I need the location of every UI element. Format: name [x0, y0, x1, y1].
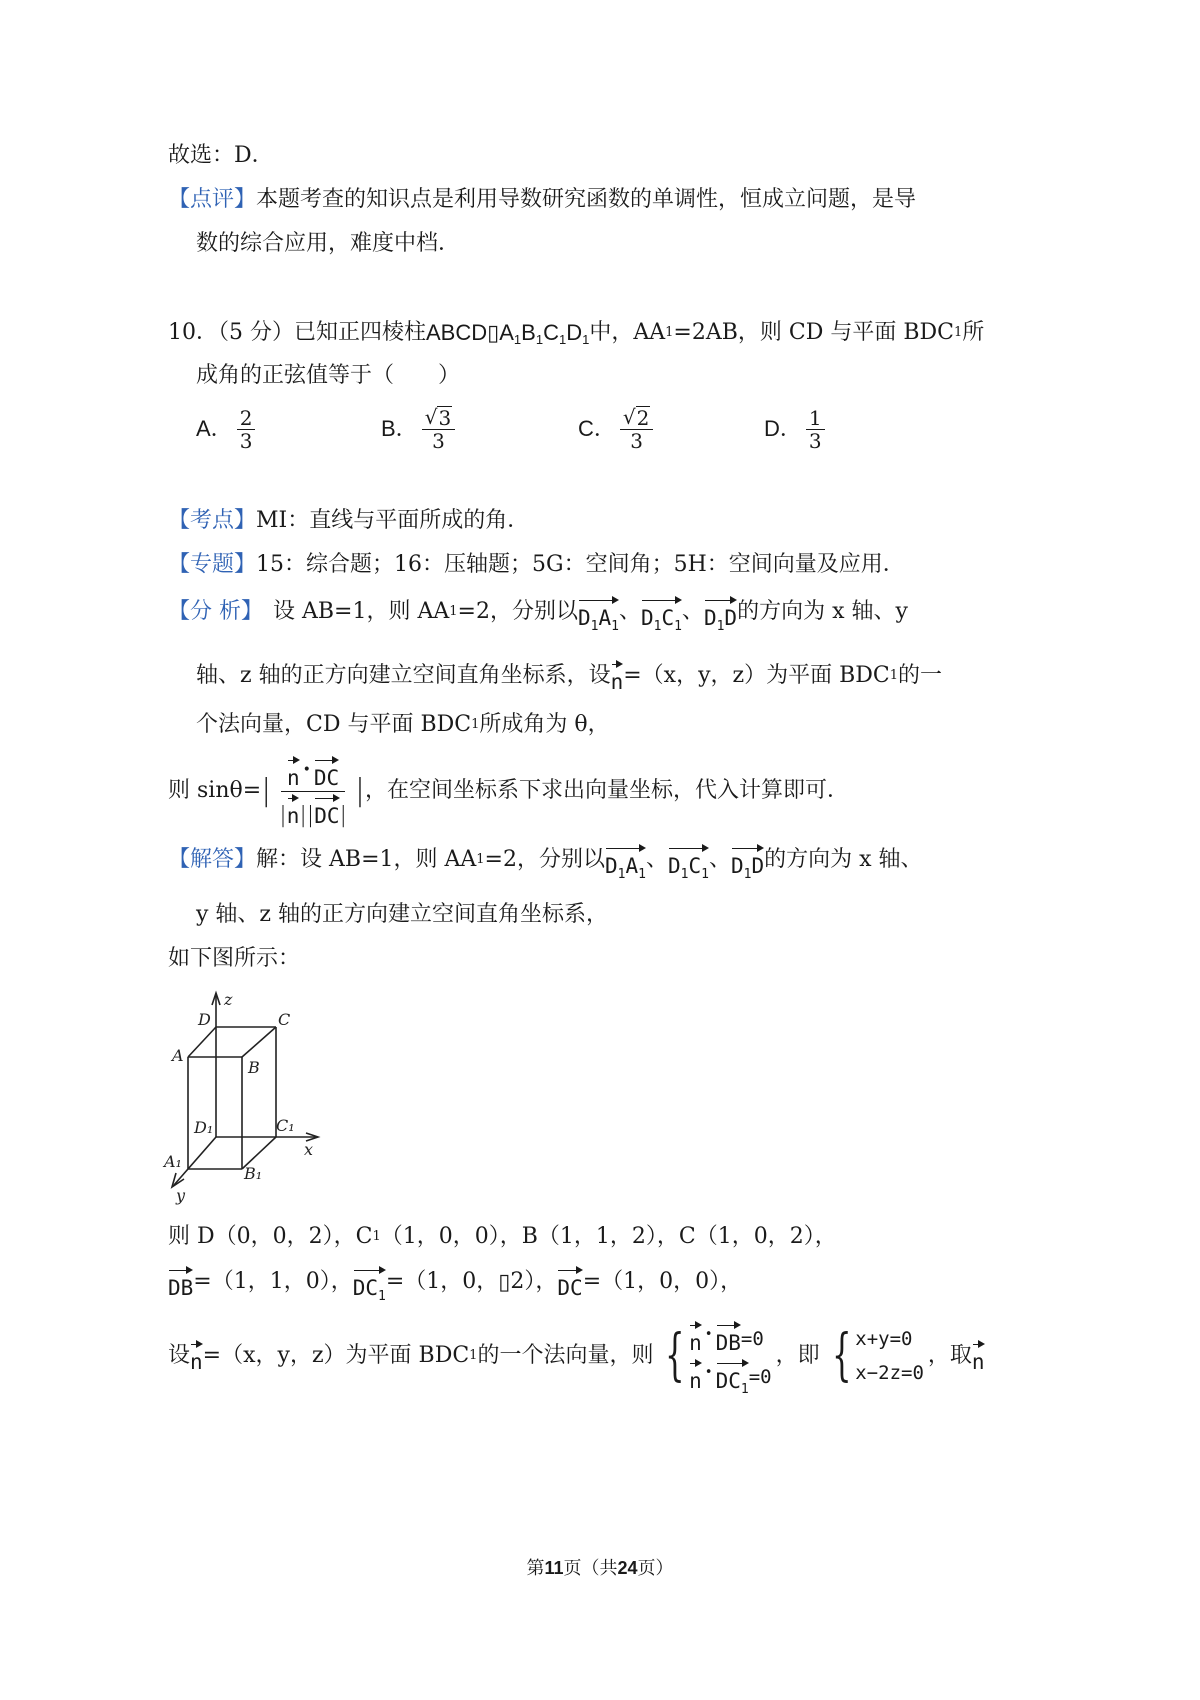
option-b-label: B． — [381, 416, 418, 441]
label-c: C — [278, 1010, 291, 1029]
label-a1: A₁ — [164, 1152, 182, 1171]
vector-d1d: $D_1D$ — [704, 596, 737, 629]
fenxi-line-2: 轴、z 轴的正方向建立空间直角坐标系，设 n =（x，y，z）为平面 BDC 1 的一 — [196, 656, 942, 696]
equation-system-1: { n • DB =0 n • $DC_1$ =0 — [665, 1323, 772, 1397]
missing-glyph: ▯ — [487, 320, 500, 345]
vector-values-line — [168, 1262, 742, 1302]
vector-dc1-value: =（1，0， — [385, 1269, 499, 1294]
equation-system-2: { x+y=0 x−2z=0 — [831, 1323, 924, 1388]
review-line-1 — [168, 185, 916, 215]
jieda-text-1c: 的方向为 x 轴、 — [764, 847, 923, 872]
fenxi-text-4a: 则 sinθ= — [168, 778, 262, 803]
vector-n: n — [611, 660, 624, 693]
label-b: B — [248, 1058, 260, 1077]
fenxi-text-2b: =（x，y，z）为平面 BDC — [623, 663, 890, 688]
last-text-d: ，即 — [775, 1343, 820, 1368]
question-prefix: 10．（5 分）已知正四棱柱 — [168, 320, 426, 345]
last-text-a: 设 — [168, 1343, 191, 1368]
prism-figure — [160, 985, 330, 1205]
fenxi-tag: 【分 析】 — [168, 599, 263, 624]
vector-dc1-value-end: 2）， — [510, 1269, 558, 1294]
vector-d1a1-b: $D_1A_1$ — [605, 844, 646, 877]
vector-db-value: =（1，1，0）， — [193, 1269, 353, 1294]
question-line-1: 10．（5 分）已知正四棱柱 ABCD ▯ $A_1B_1C_1D_1$ 中，AA 1 =2AB，则 CD 与平面 BDC 1 所 — [168, 320, 985, 347]
vector-d1c1: $D_1C_1$ — [641, 596, 682, 629]
zhuanti-line — [168, 550, 905, 580]
option-d-fraction: $\frac{1}{3}$ — [806, 407, 825, 452]
review-tag: 【点评】 — [168, 187, 257, 212]
fenxi-line-3: 个法向量，CD 与平面 BDC 1 所成角为 θ， — [196, 710, 610, 740]
label-z: z — [224, 990, 233, 1009]
jieda-text-2: y 轴、z 轴的正方向建立空间直角坐标系， — [196, 902, 609, 927]
coords-text-b: （1，0，0），B（1，1，2），C（1，0，2）， — [380, 1224, 837, 1249]
missing-glyph-2: ▯ — [498, 1269, 511, 1294]
option-a — [196, 404, 259, 454]
vector-d1c1-b: $D_1C_1$ — [668, 844, 709, 877]
sin-formula-fraction: n • DC | n | | DC | — [273, 755, 353, 827]
last-text-c: 的一个法向量，则 — [477, 1343, 654, 1368]
vector-db: DB — [168, 1266, 193, 1299]
vector-d1d-b: $D_1D$ — [731, 844, 764, 877]
kaodian-line — [168, 506, 529, 536]
option-a-label: A． — [196, 416, 233, 441]
coords-text-a: 则 D（0，0，2），C — [168, 1224, 373, 1249]
vector-dc: DC — [557, 1266, 582, 1299]
fenxi-text-1c: 的方向为 x 轴、y — [737, 599, 908, 624]
label-c1: C₁ — [276, 1116, 295, 1135]
prism-name-b: $A_1B_1C_1D_1$ — [499, 320, 590, 347]
jieda-tag: 【解答】 — [168, 847, 257, 872]
option-c-fraction: √ 2 3 — [620, 406, 653, 452]
fenxi-text-2c: 的一 — [898, 663, 943, 688]
label-b1: B₁ — [244, 1164, 263, 1183]
option-b-fraction: √ 3 3 — [422, 406, 455, 452]
vector-dc1: $DC_1$ — [353, 1266, 386, 1299]
vector-dc-value: =（1，0，0）， — [582, 1269, 743, 1294]
label-a: A — [172, 1046, 184, 1065]
question-end: 所 — [962, 320, 985, 345]
label-y: y — [176, 1186, 186, 1205]
option-b — [381, 404, 459, 454]
normal-vector-line: 设 n =（x，y，z）为平面 BDC 1 的一个法向量，则 { n • DB =0 n • $DC_1$ =0 ，即 { x+y=0 x−2z=0 ，取 n — [168, 1320, 985, 1392]
last-text-b: =（x，y，z）为平面 BDC — [202, 1343, 470, 1368]
fenxi-text-1b: =2，分别以 — [457, 599, 578, 624]
label-x: x — [304, 1140, 314, 1159]
jieda-text-1b: =2，分别以 — [484, 847, 605, 872]
fenxi-line-1: 【分 析】 设 AB=1，则 AA 1 =2，分别以 $D_1A_1$ 、 $D_1C_1$ 、 $D_1D$ 的方向为 x 轴、y — [168, 592, 908, 632]
fenxi-text-4b: ，在空间坐标系下求出向量坐标，代入计算即可． — [365, 778, 850, 803]
zhuanti-text: 15：综合题；16：压轴题；5G：空间角；5H：空间向量及应用． — [256, 552, 905, 577]
page-footer: 第11页（共24页） — [526, 1558, 674, 1579]
review-text-2: 数的综合应用，难度中档． — [196, 231, 461, 256]
question-line-2 — [196, 361, 460, 391]
kaodian-tag: 【考点】 — [168, 508, 257, 533]
fenxi-text-2a: 轴、z 轴的正方向建立空间直角坐标系，设 — [196, 663, 611, 688]
option-c — [578, 404, 657, 454]
kaodian-text: MI：直线与平面所成的角． — [256, 508, 530, 533]
question-eq: =2AB，则 CD 与平面 BDC — [673, 320, 954, 345]
vector-n-take: n — [972, 1340, 985, 1373]
fenxi-text-3b: 所成角为 θ， — [479, 712, 610, 737]
fenxi-text-1a: 设 AB=1，则 AA — [273, 599, 450, 624]
review-text-1: 本题考查的知识点是利用导数研究函数的单调性，恒成立问题，是导 — [256, 187, 917, 212]
zhuanti-tag: 【专题】 — [168, 552, 257, 577]
review-line-2 — [196, 229, 460, 259]
conclusion-text: 故选：D． — [168, 143, 274, 168]
option-d — [764, 404, 829, 454]
option-a-fraction: $\frac{2}{3}$ — [237, 407, 256, 452]
page-number: 11 — [544, 1558, 564, 1578]
total-pages: 24 — [617, 1558, 638, 1578]
vector-d1a1: $D_1A_1$ — [578, 596, 619, 629]
fenxi-line-4: 则 sinθ= | n • DC | n | | DC | | ，在空间坐标系下求出向量坐标，代入计算即可． — [168, 758, 849, 824]
option-c-label: C． — [578, 416, 616, 441]
label-d: D — [198, 1010, 211, 1029]
jieda-text-3: 如下图所示： — [168, 946, 301, 971]
coords-line: 则 D（0，0，2），C 1 （1，0，0），B（1，1，2），C（1，0，2）， — [168, 1222, 837, 1252]
conclusion-line — [168, 141, 274, 171]
jieda-line-2 — [196, 900, 608, 930]
question-mid: 中，AA — [589, 320, 666, 345]
jieda-line-1: 【解答】 解：设 AB=1，则 AA 1 =2，分别以 $D_1A_1$ 、 $D_1C_1$ 、 $D_1D$ 的方向为 x 轴、 — [168, 840, 923, 880]
vector-n-last: n — [190, 1340, 203, 1373]
option-d-label: D． — [764, 416, 802, 441]
last-text-e: ，取 — [927, 1343, 972, 1368]
jieda-text-1a: 解：设 AB=1，则 AA — [256, 847, 477, 872]
jieda-line-3 — [168, 944, 300, 974]
question-text-2: 成角的正弦值等于（ ） — [196, 363, 461, 388]
label-d1: D₁ — [194, 1118, 214, 1137]
prism-name-a: ABCD — [426, 320, 488, 345]
fenxi-text-3: 个法向量，CD 与平面 BDC — [196, 712, 472, 737]
